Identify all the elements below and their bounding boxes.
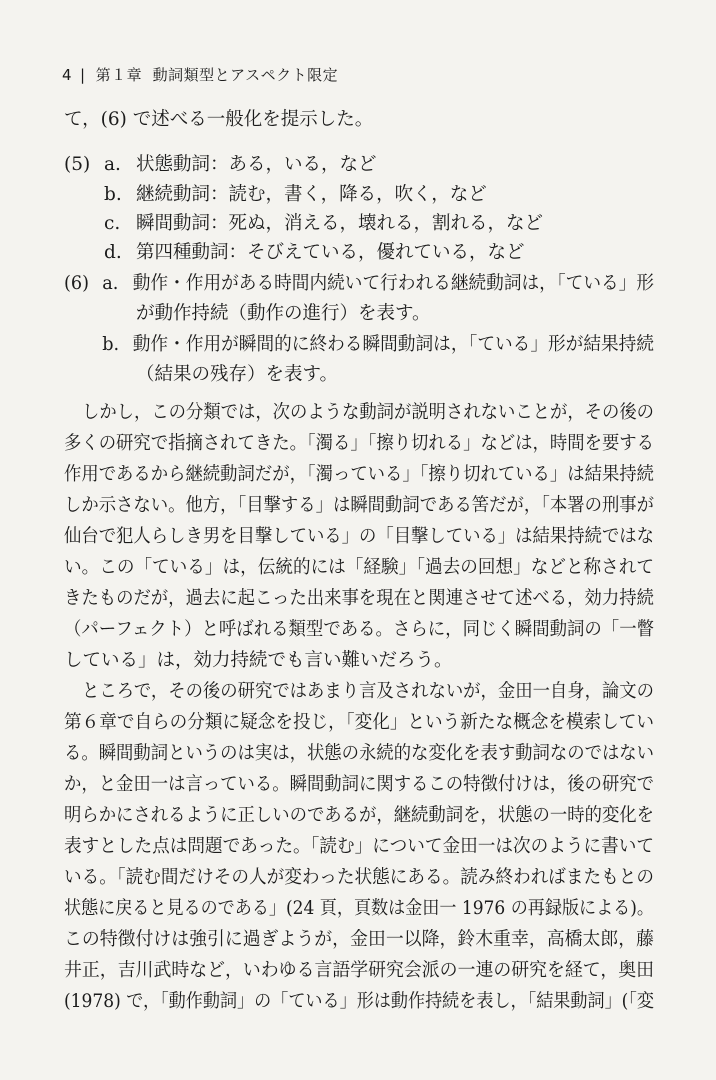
item-text-line: （結果の残存）を表す。 (136, 364, 339, 385)
paragraph-line: しか示さない。他方，「目撃する」は瞬間動詞である筈だが，「本署の刑事が (64, 495, 655, 516)
paragraph-line: 井正，吉川武時など，いわゆる言語学研究会派の一連の研究を経て，奥田 (64, 960, 655, 981)
paragraph-line: この特徴付けは強引に過ぎようが，金田一以降，鈴木重幸，高橋太郎，藤 (64, 929, 655, 950)
item-text-line: 動作・作用が瞬間的に終わる瞬間動詞は，「ている」形が結果持続 (132, 334, 655, 355)
example-number: (6) (64, 273, 90, 294)
paragraph-line: いる。「読む間だけその人が変わった状態にある。読み終わればまたもとの (64, 867, 655, 888)
item-text: 第四種動詞：そびえている，優れている，など (136, 242, 525, 263)
paragraph-line: い。この「ている」は，伝統的には「経験」「過去の回想」などと称されて (64, 557, 655, 578)
chapter-number: 第１章 (95, 66, 143, 84)
paragraph-line: 状態に戻ると見るのである」(24 頁，頁数は金田一 1976 の再録版による)。 (64, 898, 654, 919)
example-5-item-a (64, 153, 377, 177)
paragraph-line: ところで，その後の研究ではあまり言及されないが，金田一自身，論文の (82, 681, 655, 702)
item-label: a. (104, 154, 121, 175)
item-label: b. (102, 334, 120, 355)
intro-line: て，(6) で述べる一般化を提示した。 (64, 109, 374, 130)
page-number: 4 (62, 66, 73, 84)
running-head (62, 64, 338, 85)
item-text-line: が動作持続（動作の進行）を表す。 (136, 303, 431, 324)
paragraph-line: しかし，この分類では，次のような動詞が説明されないことが，その後の (82, 402, 654, 423)
paragraph-line: 仙台で犯人らしき男を目撃している」の「目撃している」は結果持続ではな (64, 526, 655, 547)
item-text: 状態動詞：ある，いる，など (136, 154, 377, 175)
chapter-title: 動詞類型とアスペクト限定 (152, 66, 339, 84)
example-6-item-a (64, 272, 655, 296)
item-label: c. (104, 213, 121, 234)
paragraph-line: 表すとした点は問題であった。「読む」について金田一は次のように書いて (64, 836, 654, 857)
example-number: (5) (64, 154, 91, 175)
item-text: 継続動詞：読む，書く，降る，吹く，など (136, 184, 487, 205)
item-label: b. (104, 184, 122, 205)
paragraph-line: 作用であるから継続動詞だが，「濁っている」「擦り切れている」は結果持続 (64, 464, 655, 485)
paragraph-line: 多くの研究で指摘されてきた。「濁る」「擦り切れる」などは，時間を要する (64, 433, 655, 454)
paragraph-line: 第６章で自らの分類に疑念を投じ，「変化」という新たな概念を模索してい (64, 712, 655, 733)
paragraph-line: している」は，効力持続でも言い難いだろう。 (64, 650, 453, 671)
paragraph-line: きたものだが，過去に起こった出来事を現在と関連させて述べる，効力持続 (64, 588, 654, 609)
item-text-line: 動作・作用がある時間内続いて行われる継続動詞は，「ている」形 (132, 273, 655, 294)
item-label: d. (104, 242, 122, 263)
paragraph-line: 明らかにされるように正しいのであるが，継続動詞を，状態の一時的変化を (64, 805, 655, 826)
item-text: 瞬間動詞：死ぬ，消える，壊れる，割れる，など (136, 213, 544, 234)
item-label: a. (102, 273, 119, 294)
paragraph-line: （パーフェクト）と呼ばれる類型である。さらに，同じく瞬間動詞の「一瞥 (64, 619, 655, 640)
paragraph-line: (1978) で，「動作動詞」の「ている」形は動作持続を表し，「結果動詞」(「変 (64, 991, 654, 1012)
header-separator: | (80, 66, 86, 84)
paragraph-line: る。瞬間動詞というのは実は，状態の永続的な変化を表す動詞なのではない (64, 743, 655, 764)
paragraph-line: か，と金田一は言っている。瞬間動詞に関するこの特徴付けは，後の研究で (64, 774, 655, 795)
